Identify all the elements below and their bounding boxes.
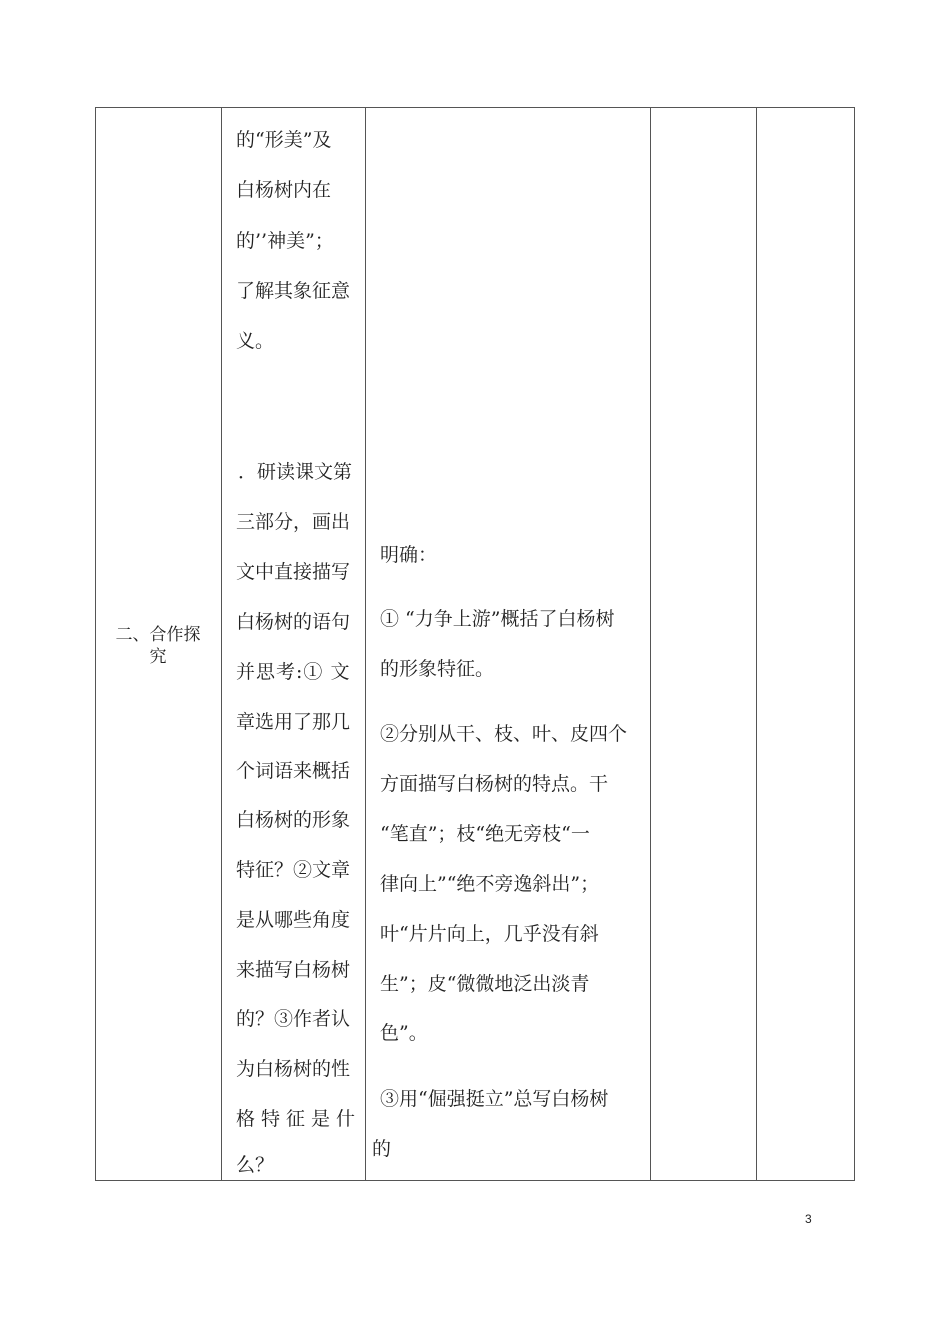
table-bottom-border	[95, 1180, 855, 1181]
answer-line: 的	[372, 1138, 392, 1160]
task-line: 个词语来概括	[236, 760, 351, 782]
objective-line: 了解其象征意	[236, 280, 351, 302]
task-line: 是从哪些角度	[236, 909, 351, 931]
answer-line: 叶“片片向上，几乎没有斜	[380, 923, 599, 945]
answer-line: ③用“倔强挺立”总写白杨树	[380, 1088, 609, 1110]
table-right-border	[854, 107, 855, 1181]
answer-line: 的形象特征。	[380, 658, 495, 680]
objective-line: 义。	[236, 330, 275, 352]
answer-line: “笔直”；枝“绝无旁枝“一	[380, 823, 590, 845]
task-line: 章选用了那几	[236, 711, 351, 733]
answer-line: ① “力争上游”概括了白杨树	[380, 608, 615, 630]
answer-line: 生”；皮“微微地泛出淡青	[380, 973, 590, 995]
table-top-border	[95, 107, 855, 108]
task-line: 么？	[236, 1154, 275, 1176]
table-column-divider	[650, 107, 651, 1181]
table-column-divider	[365, 107, 366, 1181]
task-line: 白杨树的形象	[236, 809, 351, 831]
table-column-divider	[756, 107, 757, 1181]
task-line: 白杨树的语句	[236, 611, 351, 633]
task-line: 的？③作者认	[236, 1008, 351, 1030]
task-line: 格特征是什	[236, 1108, 362, 1130]
task-line: 三部分，画出	[236, 511, 351, 533]
task-line: 文中直接描写	[236, 561, 351, 583]
task-line: 并思考:① 文	[236, 661, 351, 683]
answer-line: 方面描写白杨树的特点。干	[380, 773, 609, 795]
answer-line: ②分别从干、枝、叶、皮四个	[380, 723, 628, 745]
objective-line: 白杨树内在	[236, 179, 332, 201]
section-label-line: 究	[149, 647, 167, 667]
task-line: ．研读课文第	[238, 461, 353, 483]
section-label-line: 二、合作探	[115, 625, 201, 645]
task-line: 为白杨树的性	[236, 1058, 351, 1080]
answer-line: 明确：	[380, 544, 438, 566]
page-number: 3	[805, 1212, 812, 1226]
task-line: 特征？②文章	[236, 859, 351, 881]
table-column-divider	[221, 107, 222, 1181]
objective-line: 的’’神美”；	[236, 230, 334, 252]
task-line: 来描写白杨树	[236, 959, 351, 981]
answer-line: 色”。	[380, 1022, 428, 1044]
answer-line: 律向上”“绝不旁逸斜出”；	[380, 873, 600, 895]
section-label	[96, 624, 220, 668]
objective-line: 的“形美”及	[236, 129, 332, 151]
